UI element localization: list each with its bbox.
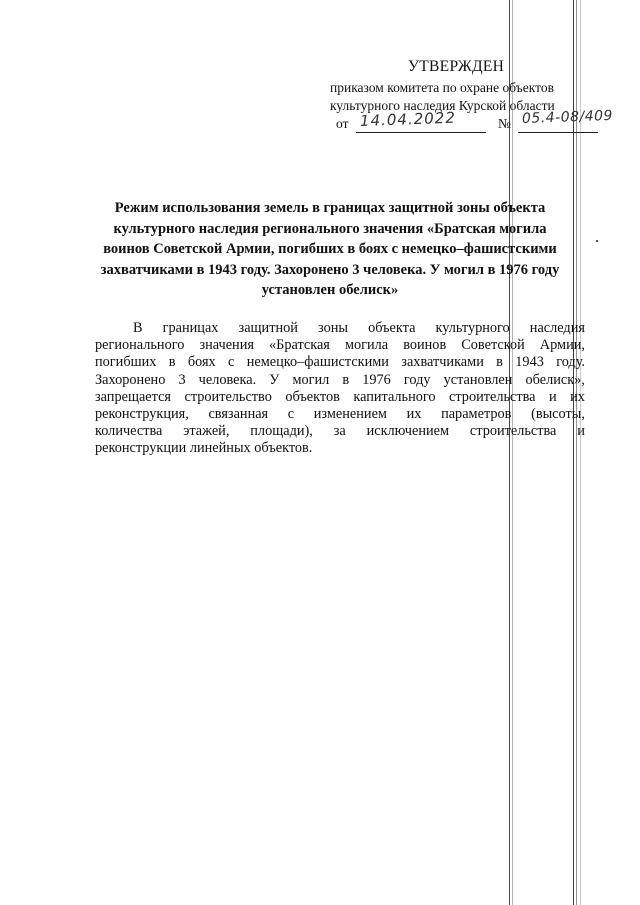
body-word: 1943	[515, 354, 544, 371]
body-paragraph	[95, 320, 585, 458]
body-word: параметров	[441, 406, 512, 423]
body-word: изменением	[313, 406, 387, 423]
body-word: значения	[199, 337, 254, 354]
body-word: захватчиками	[401, 354, 484, 371]
body-word: запрещается	[95, 388, 171, 405]
body-word: площади),	[250, 423, 313, 440]
body-word: погибших	[95, 354, 157, 371]
body-line	[95, 372, 585, 389]
body-word: боях	[187, 354, 216, 371]
title-line: воинов Советской Армии, погибших в боях с немецко–фашистскими	[103, 241, 557, 257]
body-word: капитального	[353, 388, 436, 405]
body-word: строительства	[449, 388, 536, 405]
body-word: Захоронено	[95, 371, 166, 388]
body-word: культурного	[435, 320, 510, 336]
body-word: за	[333, 423, 346, 440]
body-word: защитной	[238, 320, 298, 336]
scan-speck	[596, 240, 598, 242]
body-word: году	[403, 371, 431, 388]
approval-date-number-row	[336, 107, 626, 136]
body-word: их	[570, 388, 585, 405]
body-word: 3	[178, 371, 186, 388]
body-line	[95, 440, 585, 457]
body-word: «Братская	[268, 337, 330, 354]
body-word: и	[577, 423, 585, 440]
approval-authority-line: приказом комитета по охране объектов	[330, 80, 554, 95]
body-word: объектов	[285, 388, 340, 405]
title-line: Режим использования земель в границах защитной зоны объекта	[114, 200, 546, 216]
handwritten-date: 14.04.2022	[359, 108, 457, 130]
body-word: связанная	[208, 406, 269, 423]
body-word: воинов	[403, 337, 447, 354]
handwritten-number: 05.4-08/409	[521, 107, 614, 127]
document-title	[70, 198, 590, 301]
number-label: №	[498, 116, 511, 131]
body-word: регионального	[95, 337, 185, 354]
title-line: культурного наследия регионального значения «Братская могила	[113, 220, 547, 237]
body-word: 1976	[362, 371, 391, 388]
body-word: реконструкции линейных объектов.	[95, 440, 313, 457]
body-word: в	[496, 354, 503, 371]
body-word: строительство	[184, 388, 272, 405]
body-word: наследия	[529, 320, 585, 336]
body-word: их	[406, 406, 422, 423]
body-word: реконструкция,	[95, 406, 189, 423]
body-line	[95, 389, 585, 406]
body-word: в	[168, 354, 176, 371]
body-word: этажей,	[183, 423, 230, 440]
body-word: объекта	[368, 320, 416, 336]
body-word: обелиск»,	[525, 371, 585, 388]
body-word: году.	[556, 354, 585, 371]
body-word: В	[133, 320, 143, 336]
body-line	[95, 406, 585, 423]
body-word: границах	[162, 320, 219, 336]
body-word: с	[228, 354, 235, 371]
date-label: от	[336, 116, 349, 131]
body-word: Армии,	[539, 337, 585, 354]
body-word: могил	[292, 371, 330, 388]
approval-title: УТВЕРЖДЕН	[408, 58, 505, 75]
body-word: в	[342, 371, 350, 388]
title-line: установлен обелиск»	[261, 282, 399, 298]
body-line	[95, 337, 585, 354]
approval-authority-line: культурного наследия Курской области	[330, 98, 555, 113]
body-word: Советской	[461, 337, 525, 354]
body-word: немецко–фашистскими	[246, 354, 389, 371]
body-line	[95, 423, 585, 440]
body-word: с	[287, 406, 295, 423]
body-word: строительства	[469, 423, 557, 440]
body-word: зоны	[318, 320, 348, 336]
body-word: установлен	[443, 371, 513, 388]
body-word: исключением	[366, 423, 450, 440]
body-word: (высоты,	[531, 406, 585, 423]
body-word: могила	[344, 337, 389, 354]
body-word: У	[269, 371, 280, 388]
body-line	[95, 354, 585, 371]
body-word: и	[548, 388, 557, 405]
body-line	[95, 320, 585, 337]
title-line: захватчиками в 1943 году. Захоронено 3 человека. У могил в 1976 году	[100, 261, 560, 278]
body-word: человека.	[198, 371, 257, 388]
body-word: количества	[95, 423, 163, 440]
